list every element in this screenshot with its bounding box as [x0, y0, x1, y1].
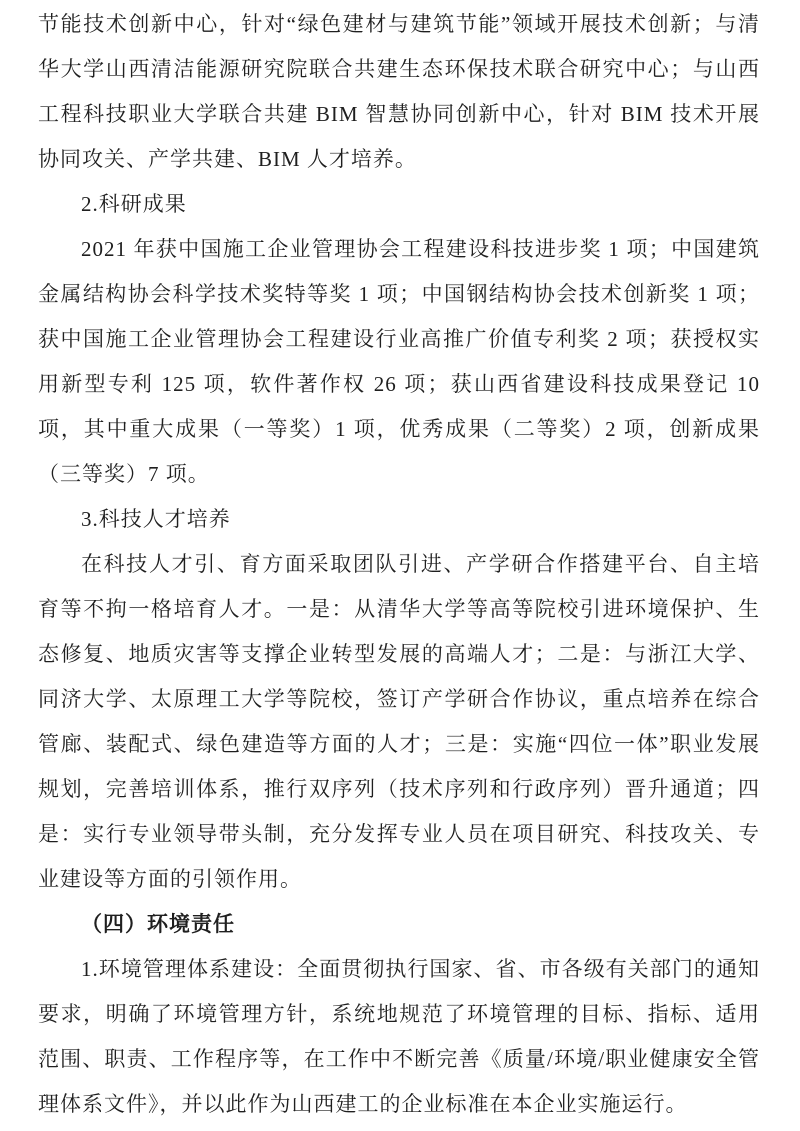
heading-tech-talent-cultivation: 3.科技人才培养 [81, 507, 231, 531]
heading-environmental-responsibility: （四）环境责任 [81, 912, 235, 936]
paragraph-innovation-centers: 节能技术创新中心，针对“绿色建材与建筑节能”领域开展技术创新；与清华大学山西清洁能源研究院联合共建生态环保技术联合研究中心；与山西工程科技职业大学联合共建 BIM 智慧协同创新中心，针对 BIM 技术开展协同攻关、产学共建、BIM 人才培养。 [38, 12, 760, 171]
paragraph-research-awards: 2021 年获中国施工企业管理协会工程建设科技进步奖 1 项；中国建筑金属结构协会科学技术奖特等奖 1 项；中国钢结构协会技术创新奖 1 项；获中国施工企业管理协会工程建设行业高推广价值专利奖 2 项；获授权实用新型专利 125 项，软件著作权 26 项；获山西省建设科技成果登记 10 项，其中重大成果（一等奖）1 项，优秀成果（二等奖）2 项，创新成果（三等奖）7 项。 [38, 237, 760, 486]
paragraph-environment-management-system: 1.环境管理体系建设：全面贯彻执行国家、省、市各级有关部门的通知要求，明确了环境管理方针，系统地规范了环境管理的目标、指标、适用范围、职责、工作程序等，在工作中不断完善《质量/环境/职业健康安全管理体系文件》，并以此作为山西建工的企业标准在本企业实施运行。 [38, 957, 760, 1116]
heading-research-achievements: 2.科研成果 [81, 192, 187, 216]
paragraph-talent-cultivation: 在科技人才引、育方面采取团队引进、产学研合作搭建平台、自主培育等不拘一格培育人才。一是：从清华大学等高等院校引进环境保护、生态修复、地质灾害等支撑企业转型发展的高端人才；二是：与浙江大学、同济大学、太原理工大学等院校，签订产学研合作协议，重点培养在综合管廊、装配式、绿色建造等方面的人才；三是：实施“四位一体”职业发展规划，完善培训体系，推行双序列（技术序列和行政序列）晋升通道；四是：实行专业领导带头制，充分发挥专业人员在项目研究、科技攻关、专业建设等方面的引领作用。 [38, 552, 760, 891]
